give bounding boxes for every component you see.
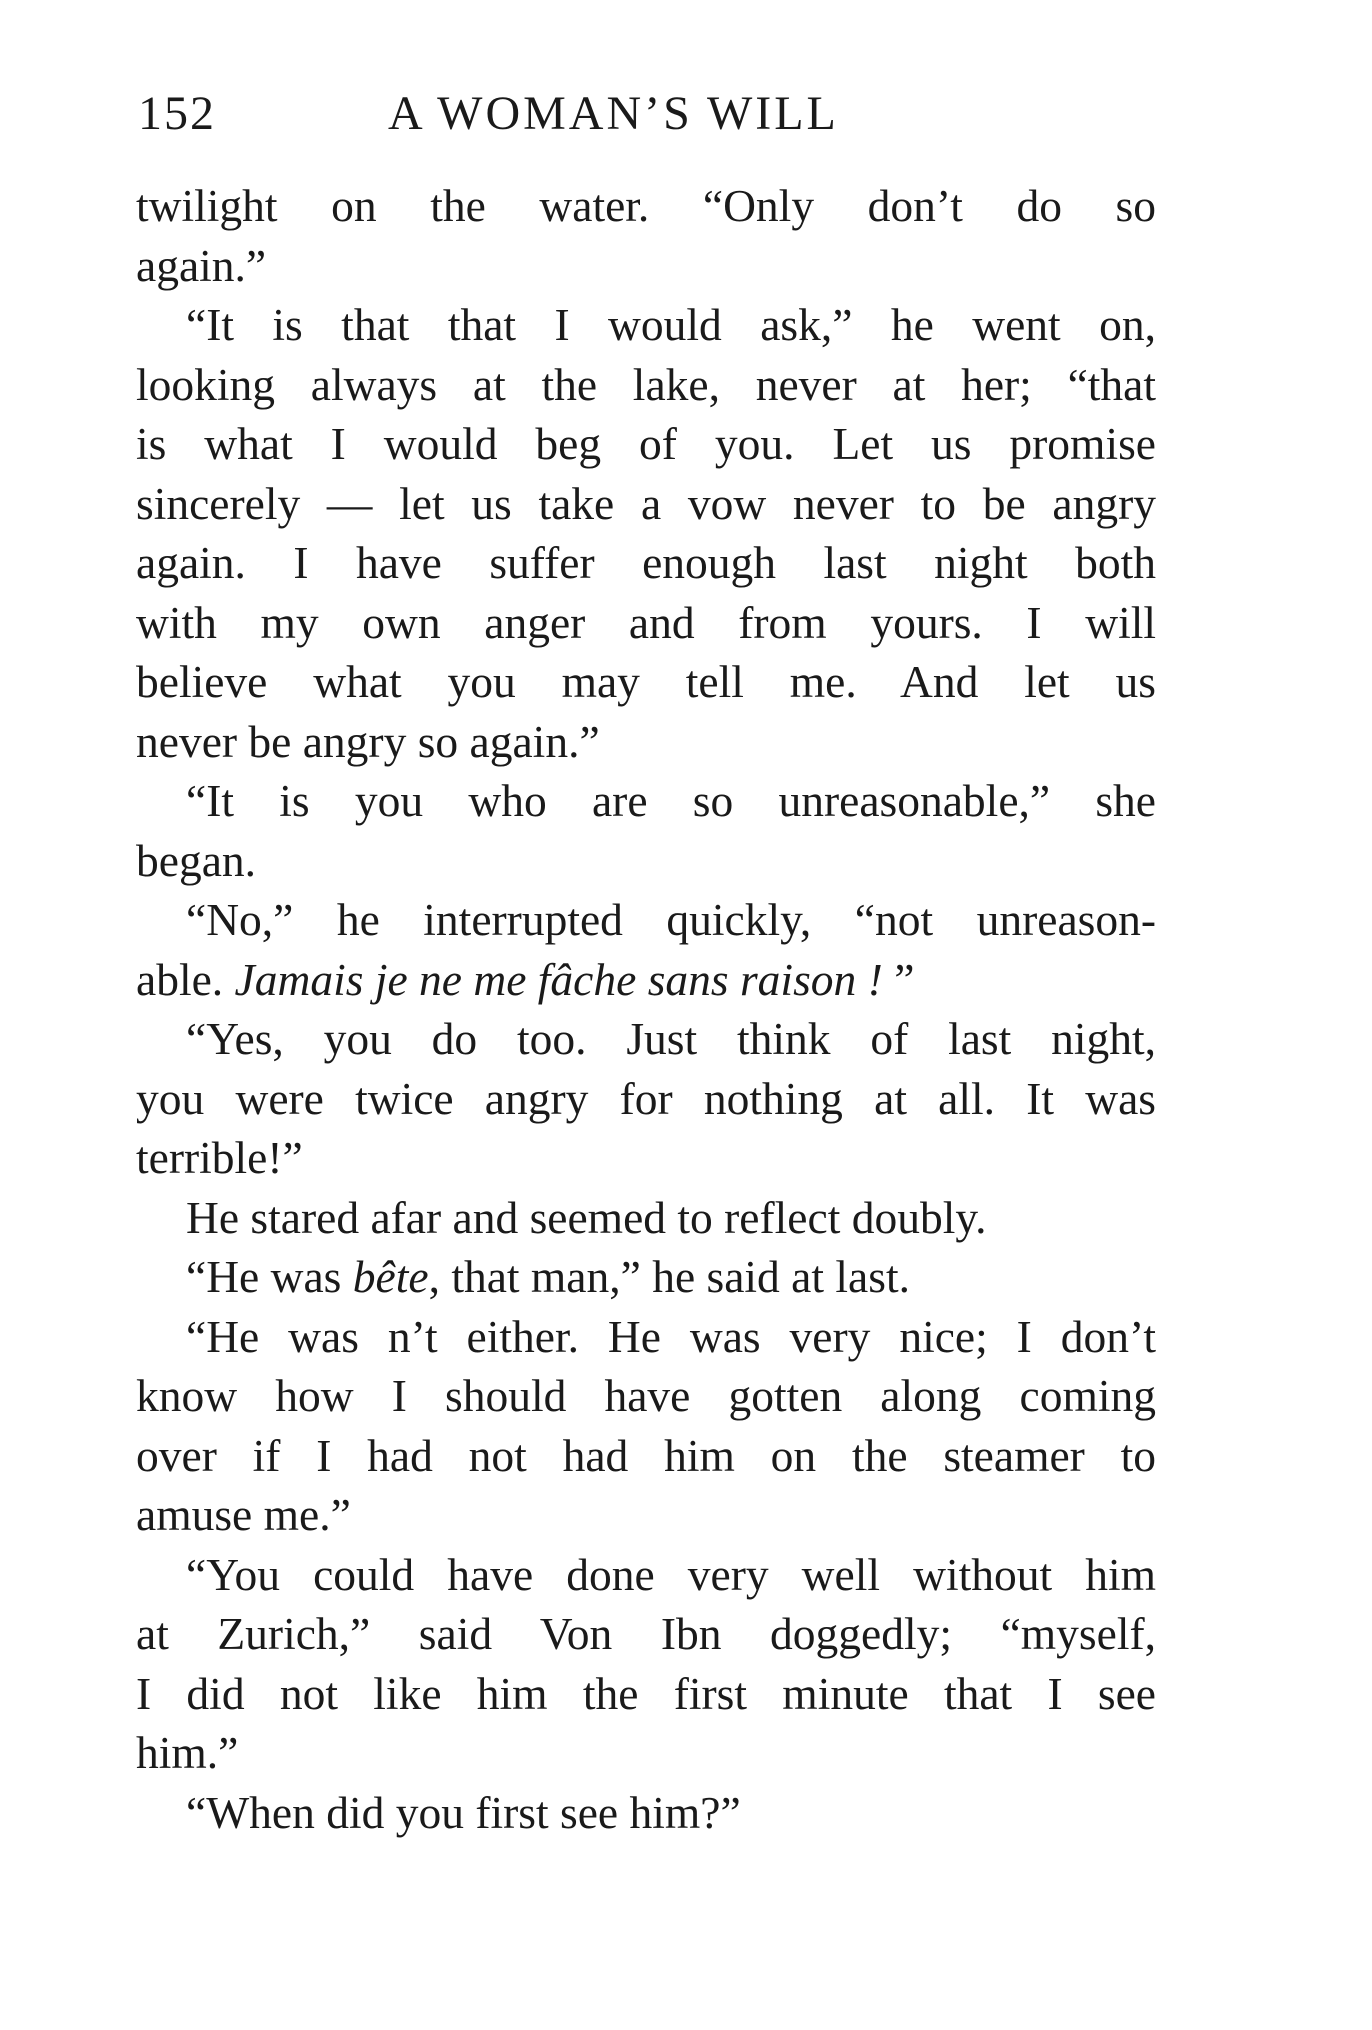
italic-french-phrase: Jamais je ne me fâche sans raison !	[234, 953, 883, 1005]
text-line: him.”	[136, 1727, 239, 1778]
text-line: sincerely — let us take a vow never to be angry	[136, 477, 1156, 529]
text-line: began.	[136, 834, 257, 886]
text-line: again. I have suffer enough last night both	[136, 537, 1156, 588]
text-line: over if I had not had him on the steamer to	[136, 1429, 1156, 1481]
text-line: “It is you who are so unreasonable,” she	[186, 775, 1156, 826]
text-run: “He was	[186, 1251, 353, 1302]
text-line: twilight on the water. “Only don’t do so	[136, 180, 1156, 231]
running-title: A WOMAN’S WILL	[388, 87, 839, 140]
text-line: know how I should have gotten along coming	[136, 1370, 1156, 1421]
text-line: amuse me.”	[136, 1489, 351, 1540]
text-run: , that man,” he said at last.	[428, 1251, 910, 1302]
text-line: “When did you first see him?”	[186, 1786, 741, 1838]
text-line: never be angry so again.”	[136, 715, 600, 767]
text-line: “You could have done very well without him	[186, 1548, 1156, 1600]
italic-french-word: bête	[352, 1251, 429, 1302]
text-line	[136, 950, 1156, 1010]
text-line: terrible!”	[136, 1132, 303, 1183]
text-line: He stared afar and seemed to reflect doubly.	[186, 1191, 987, 1243]
text-line: at Zurich,” said Von Ibn doggedly; “myself,	[136, 1608, 1156, 1659]
text-run: able.	[136, 953, 235, 1005]
text-run: ”	[882, 953, 915, 1005]
text-line: again.”	[136, 239, 267, 291]
body-text	[136, 176, 1156, 1842]
text-line: you were twice angry for nothing at all. It was	[136, 1072, 1156, 1124]
text-line: with my own anger and from yours. I will	[136, 596, 1156, 648]
page-number: 152	[138, 87, 216, 140]
text-line: “Yes, you do too. Just think of last night,	[186, 1013, 1156, 1064]
running-head	[138, 86, 1218, 146]
text-line: I did not like him the first minute that I see	[136, 1667, 1156, 1719]
text-line: is what I would beg of you. Let us promise	[136, 418, 1156, 469]
text-line: “He was n’t either. He was very nice; I don’t	[186, 1310, 1156, 1362]
text-line: “No,” he interrupted quickly, “not unreason-	[186, 894, 1156, 945]
text-line	[136, 1247, 1156, 1307]
text-line: “It is that that I would ask,” he went on,	[186, 299, 1156, 350]
text-line: believe what you may tell me. And let us	[136, 656, 1156, 707]
text-line: looking always at the lake, never at her; “that	[136, 358, 1156, 410]
